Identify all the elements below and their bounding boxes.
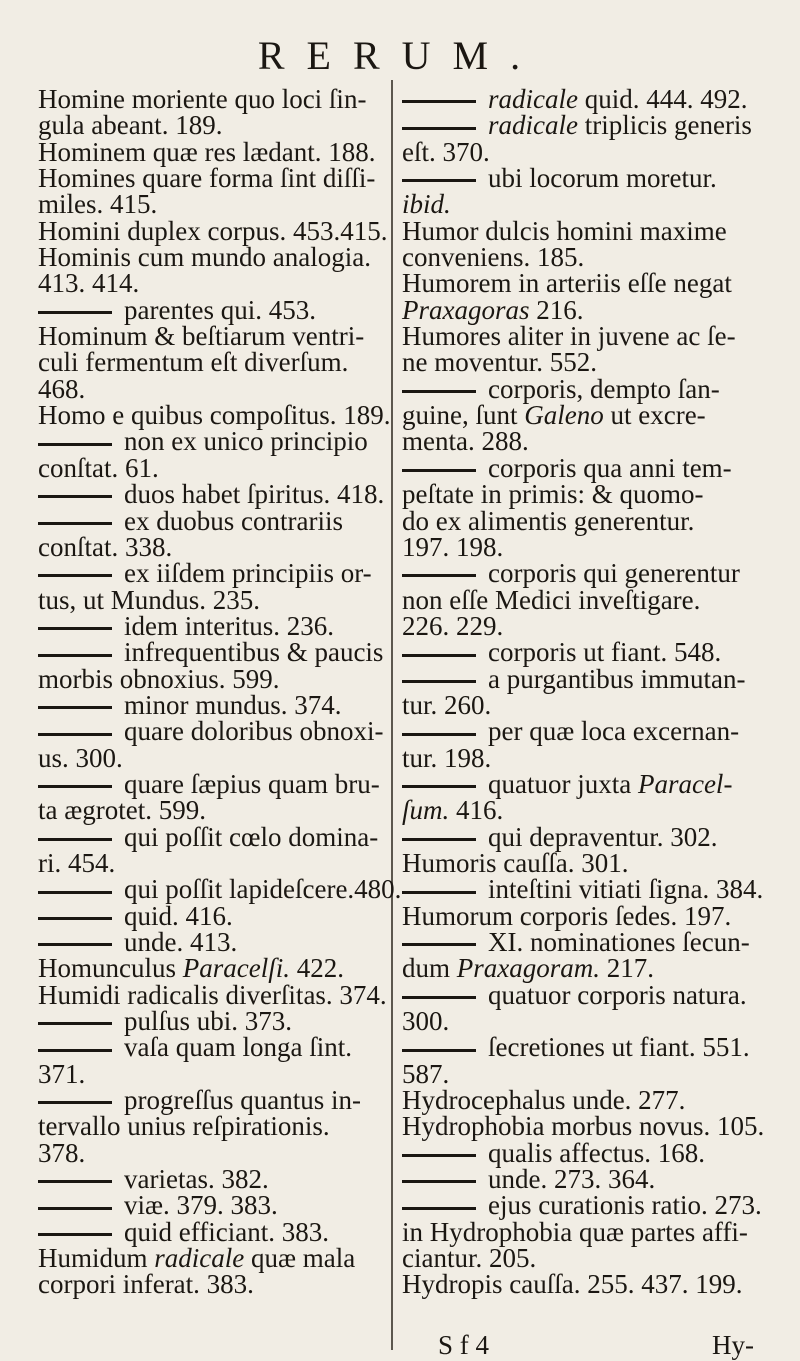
entry-text: XI. nominationes ſecun- bbox=[488, 927, 750, 957]
entry-tail: 422. bbox=[289, 953, 344, 984]
repeat-dash bbox=[402, 1154, 476, 1157]
repeat-dash bbox=[402, 574, 476, 577]
entry-text: 378. bbox=[38, 1137, 86, 1168]
index-entry-line bbox=[402, 874, 764, 905]
entry-italic: radicale bbox=[154, 1243, 245, 1274]
repeat-dash bbox=[38, 733, 112, 736]
entry-text: ciantur. 205. bbox=[402, 1243, 537, 1274]
entry-text: 197. 198. bbox=[402, 531, 504, 562]
index-entry-line bbox=[402, 768, 764, 799]
index-entry-line bbox=[402, 1006, 764, 1037]
entry-text: parentes qui. 453. bbox=[124, 294, 316, 325]
entry-text: corpori inferat. 383. bbox=[38, 1269, 254, 1300]
index-entry-line bbox=[38, 242, 388, 273]
repeat-dash bbox=[402, 680, 476, 683]
index-entry-line bbox=[402, 505, 764, 536]
index-entry-line bbox=[38, 795, 388, 826]
entry-text: Hominum & beſtiarum ventri- bbox=[38, 321, 365, 352]
entry-text: guine, ſunt bbox=[402, 400, 525, 431]
repeat-dash bbox=[402, 127, 476, 130]
index-entry-line bbox=[402, 689, 764, 720]
index-entry-line bbox=[38, 505, 388, 536]
entry-text: tur. 198. bbox=[402, 742, 492, 773]
entry-text: Humores aliter in juvene ac ſe- bbox=[402, 321, 736, 352]
signature-mark: S f 4 bbox=[438, 1330, 490, 1360]
entry-italic: radicale bbox=[488, 84, 578, 114]
repeat-dash bbox=[38, 495, 112, 498]
index-entry-line bbox=[38, 400, 391, 431]
index-entry-line bbox=[38, 1058, 388, 1089]
index-entry-line bbox=[38, 742, 388, 773]
entry-text: qui poſſit cœlo domina- bbox=[124, 821, 379, 852]
entry-text: Humorem in arteriis eſſe negat bbox=[402, 268, 732, 299]
entry-text: 413. 414. bbox=[38, 268, 140, 299]
entry-text: per quæ loca excernan- bbox=[488, 716, 740, 747]
repeat-dash bbox=[402, 733, 476, 736]
index-entry-line bbox=[402, 610, 764, 641]
entry-tail: ut excre- bbox=[603, 400, 706, 431]
entry-text: infrequentibus & paucis bbox=[124, 637, 384, 668]
index-entry-line bbox=[402, 400, 764, 431]
entry-text: eſt. 370. bbox=[402, 136, 490, 167]
entry-text: quid. 416. bbox=[124, 900, 233, 931]
entry-text: ex duobus contrariis bbox=[124, 505, 343, 536]
index-entry-line bbox=[402, 1269, 764, 1300]
entry-text: qualis affectus. 168. bbox=[488, 1137, 705, 1168]
index-entry-line bbox=[38, 900, 388, 931]
entry-tail: triplicis generis bbox=[577, 110, 752, 141]
index-entry-line bbox=[38, 1269, 388, 1300]
entry-text: 300. bbox=[402, 1006, 450, 1037]
index-entry-line bbox=[402, 953, 764, 984]
entry-tail: 216. bbox=[529, 294, 584, 325]
repeat-dash bbox=[38, 574, 112, 577]
entry-text: Homunculus bbox=[38, 953, 183, 984]
repeat-dash bbox=[402, 1207, 476, 1210]
repeat-dash bbox=[38, 891, 112, 894]
repeat-dash bbox=[402, 891, 476, 894]
entry-text: tus, ut Mundus. 235. bbox=[38, 584, 261, 615]
entry-text: conveniens. 185. bbox=[402, 242, 585, 273]
index-entry-line bbox=[402, 426, 764, 457]
index-entry-line bbox=[402, 294, 764, 325]
entry-text: in Hydrophobia quæ partes affi- bbox=[402, 1216, 748, 1247]
repeat-dash bbox=[402, 996, 476, 999]
index-entry-line bbox=[402, 136, 764, 167]
index-entry-line bbox=[38, 321, 388, 352]
entry-text: non eſſe Medici inveſtigare. bbox=[402, 584, 701, 615]
entry-text: quid efficiant. 383. bbox=[124, 1216, 329, 1247]
index-entry-line bbox=[38, 663, 388, 694]
entry-text: unde. 413. bbox=[124, 927, 238, 957]
entry-text: non ex unico principio bbox=[124, 426, 368, 457]
index-entry-line bbox=[38, 347, 388, 378]
index-entry-line bbox=[38, 979, 388, 1010]
index-entry-line bbox=[402, 1085, 764, 1116]
entry-text: Humor dulcis homini maxime bbox=[402, 215, 727, 246]
index-entry-line bbox=[38, 1137, 388, 1168]
entry-text: culi fermentum eſt diverſum. bbox=[38, 347, 349, 378]
repeat-dash bbox=[402, 785, 476, 788]
entry-text: corporis qua anni tem- bbox=[488, 452, 732, 483]
entry-text: duos habet ſpiritus. 418. bbox=[124, 479, 385, 510]
index-entry-line bbox=[402, 373, 764, 404]
index-column-left bbox=[38, 84, 402, 1300]
entry-text: tur. 260. bbox=[402, 689, 492, 720]
entry-text: Humidum bbox=[38, 1243, 155, 1274]
repeat-dash bbox=[38, 443, 112, 446]
index-entry-line bbox=[38, 294, 388, 325]
index-entry-line bbox=[402, 929, 764, 955]
entry-italic: ſum. bbox=[402, 795, 450, 826]
index-entry-line bbox=[38, 1006, 388, 1037]
entry-text: us. 300. bbox=[38, 742, 123, 773]
repeat-dash bbox=[402, 1180, 476, 1183]
repeat-dash bbox=[38, 838, 112, 841]
repeat-dash bbox=[38, 706, 112, 709]
index-entry-line bbox=[402, 1137, 764, 1168]
index-entry-line bbox=[38, 610, 388, 641]
entry-tail: quid. 444. 492. bbox=[577, 84, 748, 114]
index-entry-line bbox=[402, 215, 764, 246]
index-entry-line bbox=[38, 426, 388, 457]
entry-text: Homini duplex corpus. 453.415. bbox=[38, 215, 388, 246]
entry-text: Hydropis cauſſa. 255. 437. 199. bbox=[402, 1269, 743, 1300]
entry-text: do ex alimentis generentur. bbox=[402, 505, 695, 536]
entry-text: conſtat. 338. bbox=[38, 531, 173, 562]
repeat-dash bbox=[402, 943, 476, 946]
entry-text: pulſus ubi. 373. bbox=[124, 1006, 293, 1037]
entry-text: corporis ut fiant. 548. bbox=[488, 637, 722, 668]
entry-text: qui poſſit lapideſcere.480. bbox=[124, 874, 402, 905]
entry-text: quare ſæpius quam bru- bbox=[124, 768, 380, 799]
index-entry-line bbox=[402, 268, 764, 299]
index-entry-line bbox=[402, 347, 764, 378]
index-entry-line bbox=[38, 136, 388, 167]
index-entry-line bbox=[38, 847, 388, 878]
entry-tail: 416. bbox=[449, 795, 504, 826]
index-entry-line bbox=[402, 637, 764, 668]
entry-text: Humidi radicalis diverſitas. 374. bbox=[38, 979, 387, 1010]
repeat-dash bbox=[38, 1101, 112, 1104]
entry-text: ne moventur. 552. bbox=[402, 347, 597, 378]
index-entry-line bbox=[38, 821, 388, 852]
entry-text: ejus curationis ratio. 273. bbox=[488, 1190, 762, 1221]
repeat-dash bbox=[402, 838, 476, 841]
entry-text: corporis qui generentur bbox=[488, 558, 740, 589]
entry-text: quatuor corporis natura. bbox=[488, 979, 747, 1010]
entry-text: idem interitus. 236. bbox=[124, 610, 334, 641]
entry-text: peſtate in primis: & quomo- bbox=[402, 479, 704, 510]
entry-italic: Praxagoram. bbox=[456, 953, 601, 984]
catchword: Hy- bbox=[712, 1330, 754, 1360]
index-entry-line bbox=[402, 821, 764, 852]
entry-tail: 217. bbox=[600, 953, 655, 984]
entry-text: Homo e quibus compoſitus. 189. bbox=[38, 400, 391, 431]
index-entry-line bbox=[402, 716, 764, 747]
entry-text: Hominis cum mundo analogia. bbox=[38, 242, 371, 273]
entry-text: inteſtini vitiati ſigna. 384. bbox=[488, 874, 764, 905]
index-entry-line bbox=[38, 268, 388, 299]
entry-italic: radicale bbox=[488, 110, 578, 141]
repeat-dash bbox=[402, 1049, 476, 1052]
index-entry-line bbox=[402, 584, 764, 615]
entry-text: varietas. 382. bbox=[124, 1164, 269, 1195]
entry-text: vaſa quam longa ſint. bbox=[124, 1032, 352, 1063]
repeat-dash bbox=[38, 1207, 112, 1210]
index-entry-line bbox=[38, 637, 388, 668]
entry-italic: ibid. bbox=[402, 189, 451, 220]
index-entry-line bbox=[38, 373, 388, 404]
index-entry-line bbox=[38, 1032, 388, 1063]
index-entry-line bbox=[402, 663, 764, 694]
index-entry-line bbox=[402, 847, 764, 878]
index-entry-line bbox=[402, 1243, 764, 1274]
repeat-dash bbox=[402, 179, 476, 182]
index-entry-line bbox=[402, 163, 764, 194]
index-entry-line bbox=[38, 716, 388, 747]
index-entry-line bbox=[402, 742, 764, 773]
index-entry-line bbox=[402, 1032, 764, 1063]
entry-text: viæ. 379. 383. bbox=[124, 1190, 278, 1221]
index-entry-line bbox=[38, 1164, 388, 1195]
running-head: RERUM. bbox=[257, 33, 543, 78]
index-entry-line bbox=[402, 1111, 765, 1142]
entry-text: ſecretiones ut fiant. 551. bbox=[488, 1032, 750, 1063]
entry-italic: Galeno bbox=[524, 400, 604, 431]
repeat-dash bbox=[38, 1049, 112, 1052]
index-entry-line bbox=[38, 1111, 388, 1142]
entry-text: Homine moriente quo loci ſin- bbox=[38, 84, 367, 114]
index-entry-line bbox=[38, 189, 388, 220]
repeat-dash bbox=[38, 522, 112, 525]
entry-text: ta ægrotet. 599. bbox=[38, 795, 206, 826]
index-entry-line bbox=[402, 479, 764, 510]
entry-text: 468. bbox=[38, 373, 86, 404]
entry-text: ubi locorum moretur. bbox=[488, 163, 717, 194]
index-entry-line bbox=[38, 163, 388, 194]
index-entry-line bbox=[402, 1058, 764, 1089]
entry-text: gula abeant. 189. bbox=[38, 110, 223, 141]
entry-text: ri. 454. bbox=[38, 847, 116, 878]
entry-text: conſtat. 61. bbox=[38, 452, 159, 483]
index-entry-line bbox=[38, 479, 388, 510]
index-entry-line bbox=[402, 1164, 764, 1195]
entry-text: Hominem quæ res lædant. 188. bbox=[38, 136, 376, 167]
index-entry-line bbox=[402, 795, 764, 826]
repeat-dash bbox=[38, 627, 112, 630]
index-entry-line bbox=[38, 531, 388, 562]
entry-text: Humorum corporis ſedes. 197. bbox=[402, 900, 732, 931]
index-entry-line bbox=[38, 86, 388, 112]
repeat-dash bbox=[402, 390, 476, 393]
index-entry-line bbox=[38, 768, 388, 799]
index-entry-line bbox=[402, 242, 764, 273]
entry-text: progreſſus quantus in- bbox=[124, 1085, 361, 1116]
repeat-dash bbox=[402, 469, 476, 472]
index-entry-line bbox=[402, 110, 764, 141]
repeat-dash bbox=[38, 1180, 112, 1183]
index-column-right bbox=[402, 86, 764, 1298]
entry-text: unde. 273. 364. bbox=[488, 1164, 656, 1195]
index-entry-line bbox=[38, 110, 388, 141]
repeat-dash bbox=[38, 943, 112, 946]
entry-text: 226. 229. bbox=[402, 610, 504, 641]
index-entry-line bbox=[402, 979, 764, 1010]
repeat-dash bbox=[402, 100, 476, 103]
repeat-dash bbox=[38, 785, 112, 788]
entry-italic: Praxagoras bbox=[402, 294, 530, 325]
index-entry-line bbox=[402, 189, 764, 220]
entry-text: corporis, dempto ſan- bbox=[488, 373, 720, 404]
repeat-dash bbox=[38, 311, 112, 314]
entry-text: 587. bbox=[402, 1058, 450, 1089]
index-entry-line bbox=[402, 452, 764, 483]
repeat-dash bbox=[402, 654, 476, 657]
index-entry-line bbox=[402, 321, 764, 352]
entry-text: dum bbox=[402, 953, 457, 984]
index-entry-line bbox=[402, 900, 764, 931]
entry-text: miles. 415. bbox=[38, 189, 158, 220]
entry-text: quatuor juxta bbox=[488, 768, 638, 799]
index-entry-line bbox=[38, 1216, 388, 1247]
index-entry-line bbox=[38, 452, 388, 483]
entry-text: morbis obnoxius. 599. bbox=[38, 663, 280, 694]
entry-text: Humoris cauſſa. 301. bbox=[402, 847, 629, 878]
repeat-dash bbox=[38, 1233, 112, 1236]
entry-text: minor mundus. 374. bbox=[124, 689, 342, 720]
entry-text: Homines quare forma ſint diſſi- bbox=[38, 163, 376, 194]
index-entry-line bbox=[402, 1190, 764, 1221]
index-entry-line bbox=[402, 558, 764, 589]
index-entry-line bbox=[38, 1085, 388, 1116]
index-entry-line bbox=[38, 1243, 388, 1274]
entry-text: qui depraventur. 302. bbox=[488, 821, 718, 852]
entry-text: menta. 288. bbox=[402, 426, 529, 457]
entry-italic: Paracel- bbox=[637, 768, 733, 799]
index-entry-line bbox=[38, 929, 388, 955]
entry-text: a purgantibus immutan- bbox=[488, 663, 746, 694]
entry-text: ex iiſdem principiis or- bbox=[124, 558, 372, 589]
index-entry-line bbox=[402, 531, 764, 562]
index-entry-line bbox=[402, 1216, 764, 1247]
entry-italic: Paracelſi. bbox=[182, 953, 290, 984]
entry-tail: quæ mala bbox=[244, 1243, 356, 1274]
repeat-dash bbox=[38, 917, 112, 920]
index-entry-line bbox=[38, 584, 388, 615]
index-entry-line bbox=[38, 215, 388, 246]
entry-text: 371. bbox=[38, 1058, 86, 1089]
index-entry-line bbox=[402, 86, 764, 112]
index-entry-line bbox=[38, 689, 388, 720]
entry-text: tervallo unius reſpirationis. bbox=[38, 1111, 330, 1142]
column-divider bbox=[391, 80, 393, 1350]
repeat-dash bbox=[38, 654, 112, 657]
index-entry-line bbox=[38, 1190, 388, 1221]
entry-text: quare doloribus obnoxi- bbox=[124, 716, 384, 747]
repeat-dash bbox=[38, 1022, 112, 1025]
entry-text: Hydrocephalus unde. 277. bbox=[402, 1085, 686, 1116]
index-entry-line bbox=[38, 953, 388, 984]
index-entry-line bbox=[38, 558, 388, 589]
index-entry-line bbox=[38, 874, 402, 905]
entry-text: Hydrophobia morbus novus. 105. bbox=[402, 1111, 765, 1142]
